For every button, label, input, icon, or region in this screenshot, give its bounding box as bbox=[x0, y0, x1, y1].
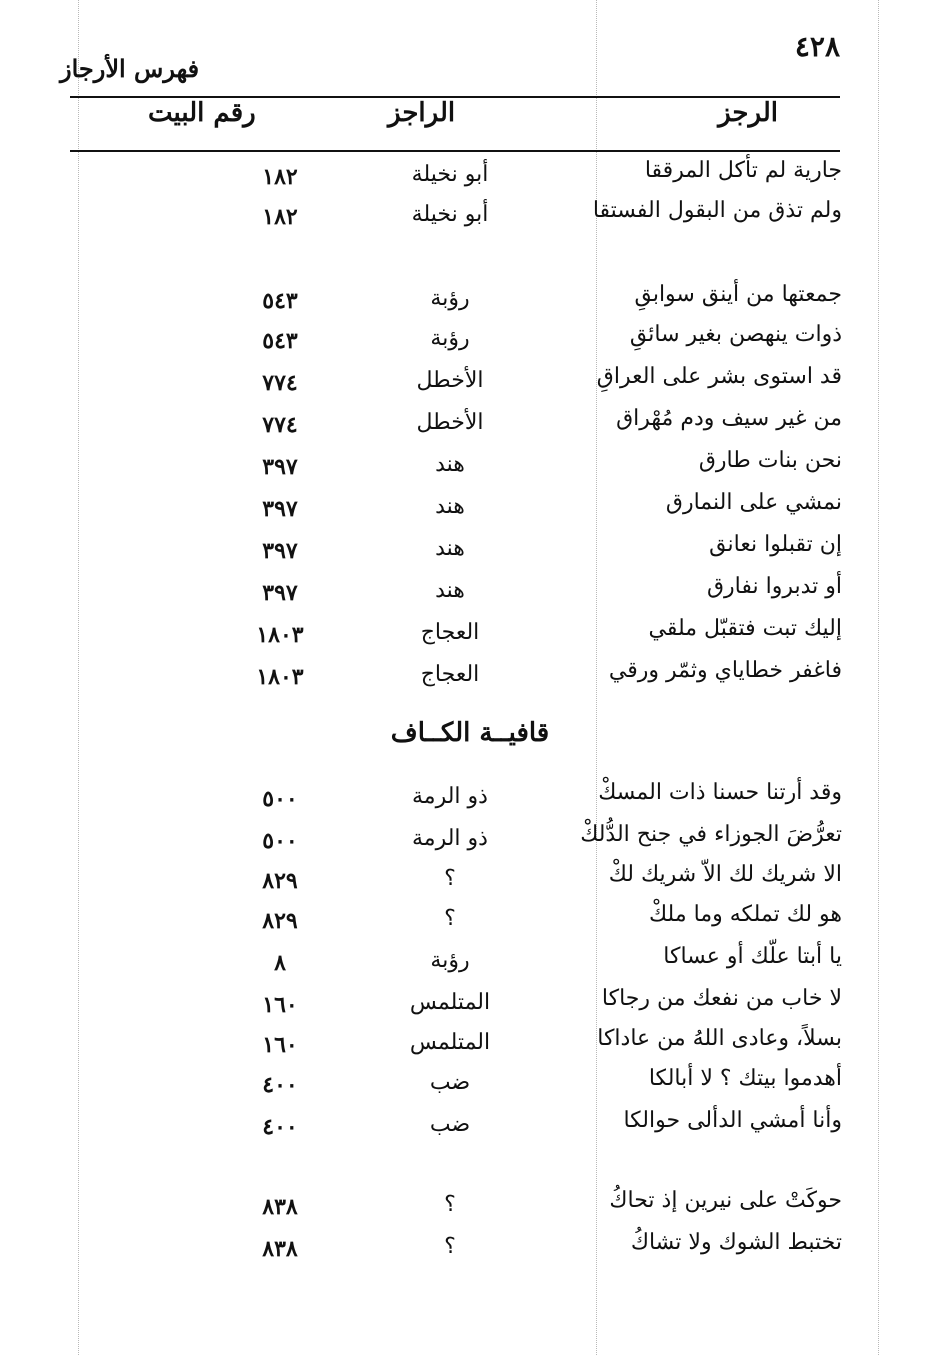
index-entry bbox=[0, 574, 932, 614]
poet-name: ضب bbox=[429, 1112, 471, 1137]
index-entry bbox=[0, 1188, 932, 1228]
index-entry bbox=[0, 780, 932, 820]
verse-number: ٣٩٧ bbox=[262, 538, 298, 564]
index-entry bbox=[0, 616, 932, 656]
index-entry bbox=[0, 158, 932, 198]
poet-name: ؟ bbox=[444, 906, 456, 931]
index-entry bbox=[0, 1066, 932, 1106]
index-entry bbox=[0, 986, 932, 1026]
index-entry bbox=[0, 822, 932, 862]
verse-number: ٨٢٩ bbox=[262, 908, 298, 934]
running-title: فهرس الأرجاز bbox=[60, 54, 200, 83]
verse-number: ٤٠٠ bbox=[262, 1114, 298, 1140]
index-entry bbox=[0, 1108, 932, 1148]
poet-name: المتلمس bbox=[409, 1030, 491, 1055]
index-entry bbox=[0, 1026, 932, 1066]
verse-number: ١٦٠ bbox=[262, 992, 298, 1018]
verse-number: ١٦٠ bbox=[262, 1032, 298, 1058]
index-entry bbox=[0, 532, 932, 572]
page-number: ٤٢٨ bbox=[794, 30, 840, 63]
rajaz-verse: جارية لم تأكل المرققا bbox=[644, 158, 842, 183]
rajaz-verse: قد استوى بشر على العراقِ bbox=[596, 364, 842, 389]
poet-name: العجاج bbox=[420, 620, 480, 645]
rajaz-verse: هو لك تملكه وما ملكْ bbox=[649, 902, 842, 927]
rajaz-verse: بسلاً، وعادى اللهُ من عاداكا bbox=[597, 1026, 842, 1051]
index-entry bbox=[0, 944, 932, 984]
poet-name: الأخطل bbox=[416, 368, 484, 393]
poet-name: الأخطل bbox=[416, 410, 484, 435]
column-header-poet: الراجز bbox=[388, 98, 456, 128]
index-entry bbox=[0, 1230, 932, 1270]
index-entry bbox=[0, 448, 932, 488]
rajaz-verse: تعرُّضَ الجوزاء في جنح الدُّلكْ bbox=[580, 822, 842, 847]
rajaz-verse: نمشي على النمارق bbox=[665, 490, 842, 515]
verse-number: ٣٩٧ bbox=[262, 580, 298, 606]
header-underline-rule bbox=[70, 150, 840, 152]
poet-name: رؤبة bbox=[430, 286, 470, 311]
poet-name: ضب bbox=[429, 1070, 471, 1095]
index-entry bbox=[0, 406, 932, 446]
rajaz-verse: أهدموا بيتك ؟ لا أبالكا bbox=[648, 1066, 842, 1091]
verse-number: ٤٠٠ bbox=[262, 1072, 298, 1098]
verse-number: ٧٧٤ bbox=[262, 412, 298, 438]
verse-number: ٥٤٣ bbox=[262, 288, 298, 314]
verse-number: ٥٤٣ bbox=[262, 328, 298, 354]
poet-name: ؟ bbox=[444, 1234, 456, 1259]
rajaz-verse: تختبط الشوك ولا تشاكُ bbox=[630, 1230, 842, 1255]
rajaz-verse: الا شريك لك الاّ شريك لكْ bbox=[608, 862, 842, 887]
column-header-verse-number: رقم البيت bbox=[148, 98, 256, 128]
verse-number: ٨٣٨ bbox=[262, 1236, 298, 1262]
verse-number: ١٨٠٣ bbox=[256, 622, 304, 648]
verse-number: ٥٠٠ bbox=[262, 828, 298, 854]
rajaz-verse: جمعتها من أينق سوابقِ bbox=[634, 282, 842, 307]
index-entry bbox=[0, 658, 932, 698]
index-entry bbox=[0, 282, 932, 322]
poet-name: رؤبة bbox=[430, 948, 470, 973]
index-entry bbox=[0, 322, 932, 362]
poet-name: المتلمس bbox=[409, 990, 491, 1015]
verse-number: ١٨٢ bbox=[262, 164, 298, 190]
rajaz-verse: إليك تبت فتقبّل ملقي bbox=[648, 616, 842, 641]
poet-name: أبو نخيلة bbox=[411, 162, 489, 187]
rajaz-verse: من غير سيف ودم مُهْراق bbox=[616, 406, 842, 431]
poet-name: هند bbox=[435, 578, 465, 603]
index-entry bbox=[0, 364, 932, 404]
poet-name: العجاج bbox=[420, 662, 480, 687]
verse-number: ٥٠٠ bbox=[262, 786, 298, 812]
column-header-rajaz: الرجز bbox=[718, 98, 778, 128]
index-entry bbox=[0, 862, 932, 902]
rajaz-verse: إن تقبلوا نعانق bbox=[709, 532, 842, 557]
poet-name: أبو نخيلة bbox=[411, 202, 489, 227]
rajaz-verse: ولم تذق من البقول الفستقا bbox=[592, 198, 842, 223]
rajaz-verse: وأنا أمشي الدألى حوالكا bbox=[623, 1108, 842, 1133]
rajaz-verse: فاغفر خطاياي وثمّر ورقي bbox=[608, 658, 842, 683]
rajaz-verse: حوكَتْ على نيرين إذ تحاكُ bbox=[609, 1188, 842, 1213]
rajaz-verse: ذوات ينهصن بغير سائقِ bbox=[629, 322, 842, 347]
verse-number: ٣٩٧ bbox=[262, 496, 298, 522]
index-entry bbox=[0, 902, 932, 942]
poet-name: هند bbox=[435, 536, 465, 561]
poet-name: هند bbox=[435, 494, 465, 519]
rajaz-verse: وقد أرتنا حسنا ذات المسكْ bbox=[598, 780, 842, 805]
rajaz-verse: يا أبتا علّك أو عساكا bbox=[663, 944, 842, 969]
poet-name: ذو الرمة bbox=[412, 784, 488, 809]
rajaz-verse: نحن بنات طارق bbox=[698, 448, 842, 473]
poet-name: ؟ bbox=[444, 1192, 456, 1217]
index-entry bbox=[0, 198, 932, 238]
poet-name: ذو الرمة bbox=[412, 826, 488, 851]
rajaz-verse: لا خاب من نفعك من رجاكا bbox=[601, 986, 842, 1011]
poet-name: ؟ bbox=[444, 866, 456, 891]
verse-number: ٨ bbox=[274, 950, 286, 976]
poet-name: هند bbox=[435, 452, 465, 477]
section-heading: قافيــة الكــاف bbox=[390, 718, 550, 748]
verse-number: ٨٢٩ bbox=[262, 868, 298, 894]
index-entry bbox=[0, 490, 932, 530]
verse-number: ١٨٢ bbox=[262, 204, 298, 230]
verse-number: ٣٩٧ bbox=[262, 454, 298, 480]
poet-name: رؤبة bbox=[430, 326, 470, 351]
verse-number: ٧٧٤ bbox=[262, 370, 298, 396]
rajaz-verse: أو تدبروا نفارق bbox=[706, 574, 842, 599]
verse-number: ١٨٠٣ bbox=[256, 664, 304, 690]
verse-number: ٨٣٨ bbox=[262, 1194, 298, 1220]
